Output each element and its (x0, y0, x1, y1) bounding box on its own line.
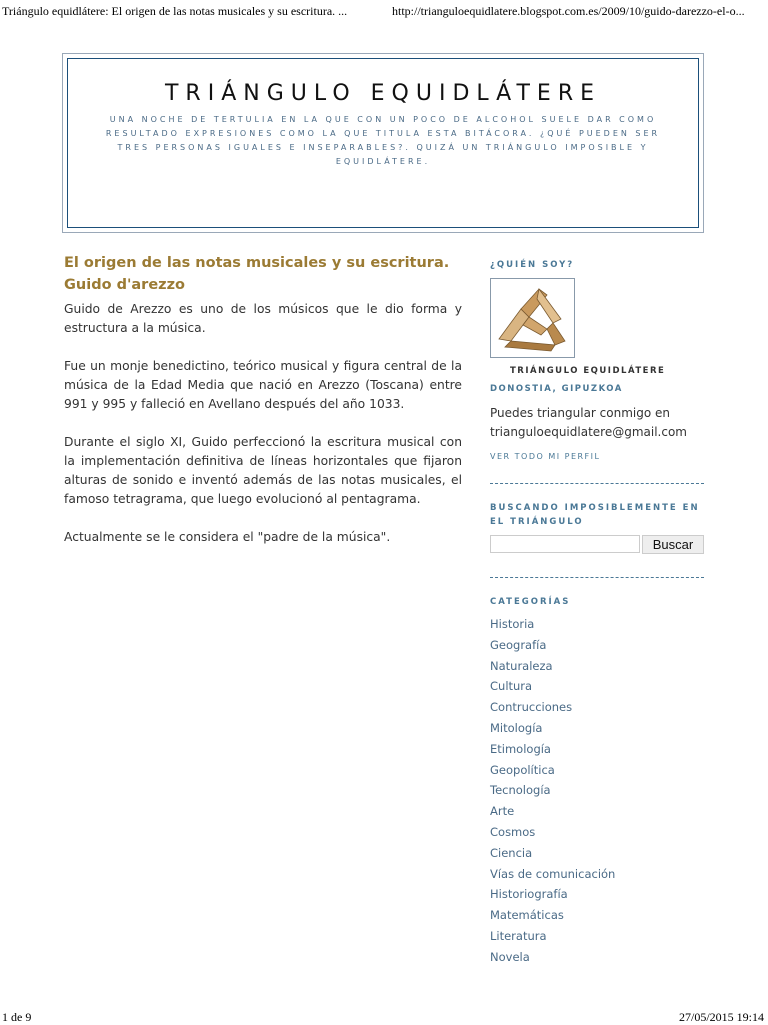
post-title[interactable]: El origen de las notas musicales y su escritura. Guido d'arezzo (64, 255, 450, 293)
post-body (64, 300, 462, 566)
categories-list (490, 614, 615, 968)
print-header (0, 0, 768, 24)
print-header-url: http://trianguloequidlatere.blogspot.com.es/2009/10/guido-darezzo-el-o... (392, 4, 745, 18)
divider (490, 483, 704, 484)
profile-location: DONOSTIA, GIPUZKOA (490, 384, 623, 394)
post-paragraph: Durante el siglo XI, Guido perfeccionó la escritura musical con la implementación definitiva de líneas horizontales que fijaron alturas de sonido e inventó además de las notas musicales, el famoso tetragrama, que luego evolucionó al pentagrama. (64, 435, 462, 506)
category-link[interactable]: Novela (490, 949, 530, 964)
impossible-triangle-icon (491, 279, 574, 357)
blog-header (62, 53, 704, 233)
profile-text: Puedes triangular conmigo en trianguloequidlatere@gmail.com (490, 406, 687, 439)
profile-name[interactable]: TRIÁNGULO EQUIDLÁTERE (510, 366, 666, 376)
search-button[interactable]: Buscar (642, 535, 704, 554)
category-link[interactable]: Cultura (490, 679, 533, 694)
blog-description: UNA NOCHE DE TERTULIA EN LA QUE CON UN POCO DE ALCOHOL SUELE DAR COMO RESULTADO EXPRESIONES COMO LA QUE TITULA ESTA BITÁCORA. ¿QUÉ PUEDEN SER TRES PERSONAS IGUALES E INSEPARABLES?. QUIZÁ UN TRIÁNGULO IMPOSIBLE Y EQUIDLÁTERE. (105, 115, 661, 166)
divider (490, 577, 704, 578)
view-profile-link[interactable]: VER TODO MI PERFIL (490, 452, 601, 461)
category-link[interactable]: Naturaleza (490, 658, 553, 673)
category-link[interactable]: Contrucciones (490, 700, 573, 715)
search-input[interactable] (490, 535, 640, 553)
category-link[interactable]: Cosmos (490, 824, 536, 839)
category-link[interactable]: Geografía (490, 637, 547, 652)
about-heading: ¿QUIÉN SOY? (490, 260, 575, 270)
category-link[interactable]: Etimología (490, 741, 551, 756)
profile-image[interactable] (490, 278, 575, 358)
post-paragraph: Guido de Arezzo es uno de los músicos que le dio forma y estructura a la música. (64, 302, 462, 335)
post-paragraph: Actualmente se le considera el "padre de la música". (64, 530, 391, 544)
sidebar (490, 258, 704, 964)
page-number: 1 de 9 (2, 1010, 32, 1024)
print-datetime: 27/05/2015 19:14 (678, 1010, 764, 1024)
search-heading: BUSCANDO IMPOSIBLEMENTE EN EL TRIÁNGULO (490, 503, 700, 527)
category-link[interactable]: Matemáticas (490, 908, 564, 923)
post-paragraph: Fue un monje benedictino, teórico musical y figura central de la música de la Edad Media que nació en Arezzo (Toscana) entre 991 y 995 y falleció en Avellano después del año 1033. (64, 359, 462, 411)
category-link[interactable]: Tecnología (490, 783, 551, 798)
category-link[interactable]: Historia (490, 617, 535, 631)
print-footer (0, 1008, 768, 1024)
category-link[interactable]: Vías de comunicación (490, 866, 616, 881)
category-link[interactable]: Historiografía (490, 887, 568, 902)
blog-title[interactable]: TRIÁNGULO EQUIDLÁTERE (164, 81, 602, 106)
print-header-title: Triángulo equidlátere: El origen de las notas musicales y su escritura. ... (2, 4, 348, 18)
category-link[interactable]: Geopolítica (490, 762, 555, 777)
category-link[interactable]: Arte (490, 804, 515, 819)
category-link[interactable]: Ciencia (490, 845, 533, 860)
blog-header-inner (67, 58, 699, 228)
category-link[interactable]: Mitología (490, 720, 543, 735)
category-link[interactable]: Literatura (490, 928, 547, 943)
categories-heading: CATEGORÍAS (490, 597, 571, 607)
